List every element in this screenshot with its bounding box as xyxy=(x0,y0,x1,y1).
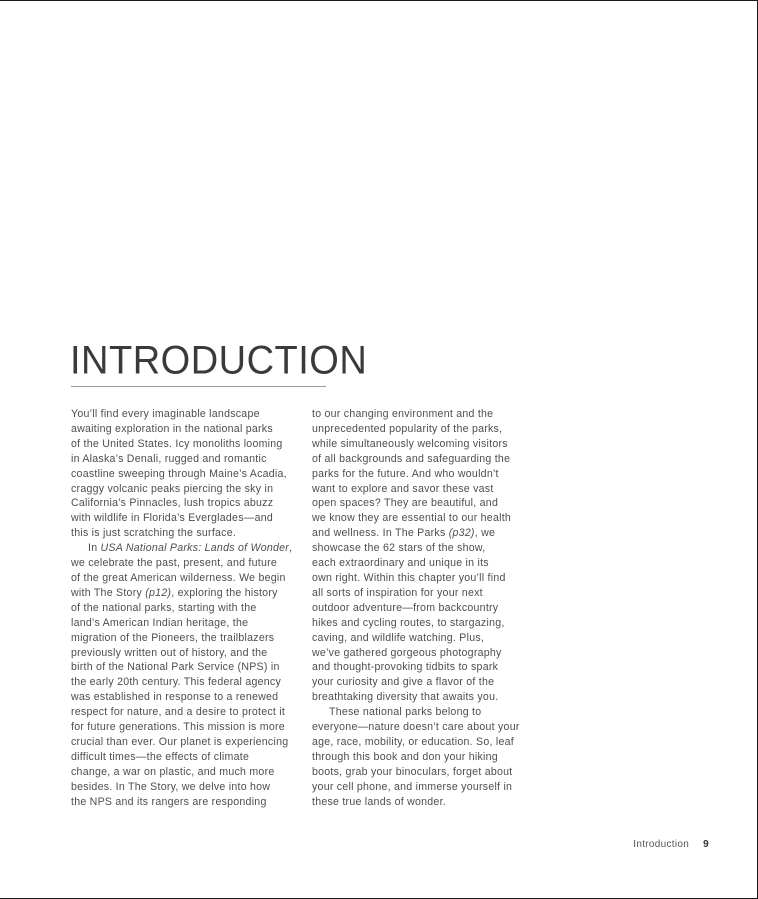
text-line: crucial than ever. Our planet is experiencing xyxy=(71,735,289,748)
text-line: awaiting exploration in the national parks xyxy=(71,422,273,435)
text-span: with The Story xyxy=(71,586,146,599)
text-span: and wellness. In The Parks xyxy=(312,527,449,540)
page-reference: (p12) xyxy=(145,586,172,599)
page-footer xyxy=(633,839,709,850)
text-line: respect for nature, and a desire to protect it xyxy=(71,706,286,719)
text-line: your cell phone, and immerse yourself in xyxy=(312,780,513,793)
text-line: migration of the Pioneers, the trailblazers xyxy=(71,631,275,644)
text-line: the NPS and its rangers are responding xyxy=(71,795,267,808)
text-line: through this book and don your hiking xyxy=(312,750,498,763)
text-line: we know they are essential to our health xyxy=(312,512,512,525)
text-line: and thought-provoking tidbits to spark xyxy=(312,661,499,674)
text-line: besides. In The Story, we delve into how xyxy=(71,780,271,793)
text-line: while simultaneously welcoming visitors xyxy=(312,437,508,450)
text-line xyxy=(71,586,307,601)
text-line: of the great American wilderness. We begin xyxy=(71,571,286,584)
text-span: , we xyxy=(474,527,496,540)
text-line: unprecedented popularity of the parks, xyxy=(312,422,503,435)
text-line: age, race, mobility, or education. So, leaf xyxy=(312,735,514,748)
body-column-right xyxy=(312,407,552,809)
text-line-indented xyxy=(71,541,307,556)
text-line: California’s Pinnacles, lush tropics abuzz xyxy=(71,497,274,510)
text-line: showcase the 62 stars of the show, xyxy=(312,542,486,555)
page-reference: (p32) xyxy=(448,527,475,540)
text-line: with wildlife in Florida’s Everglades—and xyxy=(71,512,274,525)
text-line: this is just scratching the surface. xyxy=(71,527,237,540)
text-line: was established in response to a renewed xyxy=(71,691,279,704)
chapter-heading: INTRODUCTION xyxy=(70,338,368,384)
text-line: coastline sweeping through Maine’s Acadia, xyxy=(71,467,287,480)
text-line: for future generations. This mission is more xyxy=(71,721,285,734)
text-line: own right. Within this chapter you’ll find xyxy=(312,571,506,584)
text-line: change, a war on plastic, and much more xyxy=(71,765,275,778)
text-span: In xyxy=(88,542,101,555)
text-line: each extraordinary and unique in its xyxy=(312,557,489,570)
text-line: caving, and wildlife watching. Plus, xyxy=(312,631,485,644)
heading-divider xyxy=(71,386,326,387)
text-span: , xyxy=(289,542,293,555)
text-line: breathtaking diversity that awaits you. xyxy=(312,691,499,704)
text-line xyxy=(312,526,552,541)
text-line: the early 20th century. This federal agency xyxy=(71,676,281,689)
text-line: we’ve gathered gorgeous photography xyxy=(312,646,502,659)
text-line: boots, grab your binoculars, forget about xyxy=(312,765,513,778)
text-line: these true lands of wonder. xyxy=(312,795,446,808)
text-line: your curiosity and give a flavor of the xyxy=(312,676,495,689)
text-line: all sorts of inspiration for your next xyxy=(312,586,483,599)
text-line: to our changing environment and the xyxy=(312,408,494,420)
text-line: craggy volcanic peaks piercing the sky in xyxy=(71,482,274,495)
body-column-left xyxy=(71,407,307,809)
running-footer-section: Introduction xyxy=(633,839,690,850)
text-line: we celebrate the past, present, and future xyxy=(71,557,278,570)
text-line: of the national parks, starting with the xyxy=(71,601,257,614)
text-span: , exploring the history xyxy=(171,586,278,599)
text-line: hikes and cycling routes, to stargazing, xyxy=(312,616,505,629)
text-line: previously written out of history, and the xyxy=(71,646,268,659)
text-line: You’ll find every imaginable landscape xyxy=(71,408,260,420)
text-line: difficult times—the effects of climate xyxy=(71,750,250,763)
text-line: want to explore and savor these vast xyxy=(312,482,494,495)
text-line: in Alaska’s Denali, rugged and romantic xyxy=(71,452,267,465)
book-title-italic: USA National Parks: Lands of Wonder xyxy=(100,542,290,555)
text-line: land’s American Indian heritage, the xyxy=(71,616,249,629)
text-line: of the United States. Icy monoliths looming xyxy=(71,437,283,450)
text-line: parks for the future. And who wouldn’t xyxy=(312,467,499,480)
text-line-indented: These national parks belong to xyxy=(329,706,482,719)
text-line: birth of the National Park Service (NPS) in xyxy=(71,661,280,674)
text-line: everyone—nature doesn’t care about your xyxy=(312,721,520,734)
text-line: of all backgrounds and safeguarding the xyxy=(312,452,511,465)
text-line: outdoor adventure—from backcountry xyxy=(312,601,499,614)
page-number: 9 xyxy=(703,839,709,850)
text-line: open spaces? They are beautiful, and xyxy=(312,497,499,510)
